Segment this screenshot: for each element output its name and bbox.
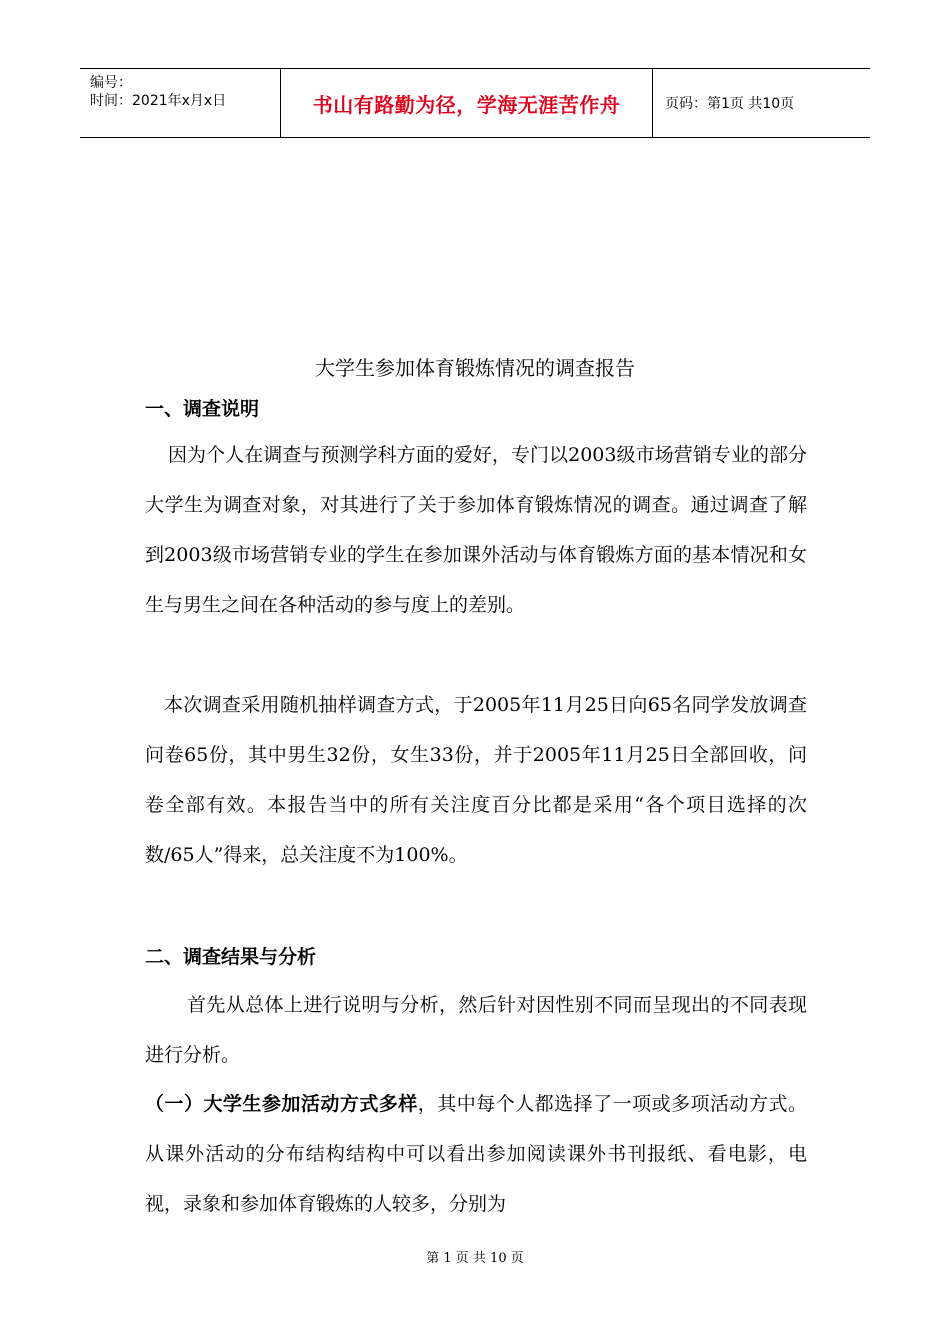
document-title: 大学生参加体育锻炼情况的调查报告 [315, 356, 635, 380]
section-heading-2: 二、调查结果与分析 [145, 946, 317, 968]
paragraph-2: 本次调查采用随机抽样调查方式，于2005年11月25日向65名同学发放调查问卷65份，其中男生32份，女生33份，并于2005年11月25日全部回收，问卷全部有效。本报告当中的所有关注度百分比都是采用“各个项目选择的次数/65人”得来，总关注度不为100%。 [145, 694, 807, 866]
paragraph-4 [145, 1079, 807, 1229]
header-motto-cell [280, 69, 653, 137]
paragraph-3: 首先从总体上进行说明与分析，然后针对因性别不同而呈现出的不同表现进行分析。 [145, 994, 807, 1066]
paragraph-4-bold-lead: （一）大学生参加活动方式多样 [145, 1093, 418, 1115]
header-info-cell [80, 69, 280, 137]
paragraph-1: 因为个人在调查与预测学科方面的爱好，专门以2003级市场营销专业的部分大学生为调查对象，对其进行了关于参加体育锻炼情况的调查。通过调查了解到2003级市场营销专业的学生在参加课外活动与体育锻炼方面的基本情况和女生与男生之间在各种活动的参与度上的差别。 [145, 444, 807, 616]
number-label: 编号： [90, 75, 132, 91]
header-page-cell [653, 69, 870, 137]
page-info: 页码：第1页 共10页 [665, 96, 795, 112]
document-header [80, 68, 870, 138]
time-label: 时间：2021年x月x日 [90, 93, 227, 109]
section-heading-1: 一、调查说明 [145, 398, 260, 420]
motto-text: 书山有路勤为径，学海无涯苦作舟 [312, 92, 621, 117]
page-footer: 第 1 页 共 10 页 [426, 1251, 524, 1266]
paragraph-4-text: ，其中每个人都选择了一项或多项活动方式。从课外活动的分布结构结构中可以看出参加阅读课外书刊报纸、看电影，电视，录象和参加体育锻炼的人较多，分别为 [145, 1093, 807, 1215]
